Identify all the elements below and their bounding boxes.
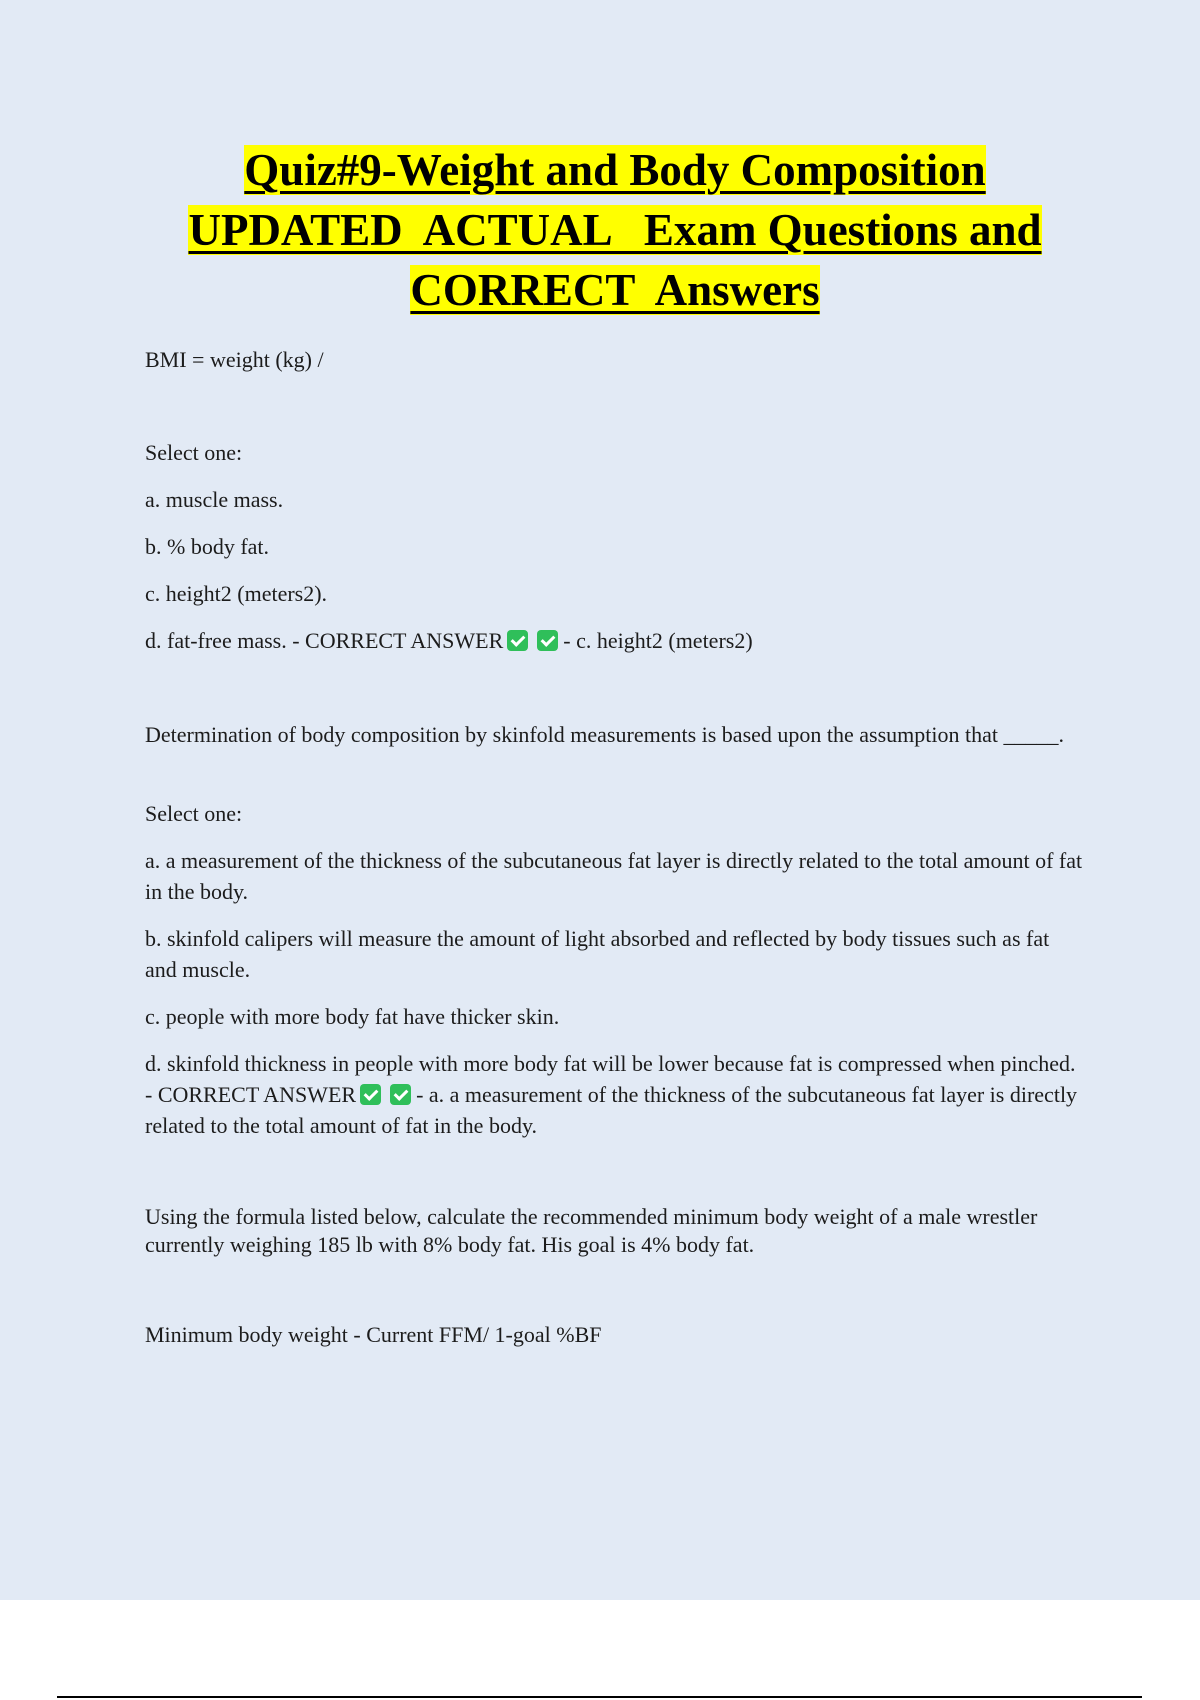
question-1-option-b: b. % body fat. (145, 534, 270, 559)
question-2-option-d (145, 1048, 1085, 1141)
question-2-option-c: c. people with more body fat have thicker skin. (145, 1004, 560, 1029)
question-2-option-b: b. skinfold calipers will measure the amount of light absorbed and reflected by body tissues such as fat and muscle. (145, 926, 1050, 982)
question-2-option-d-text: d. skinfold thickness in people with more body fat will be lower because fat is compressed when pinched. - CORRECT ANSWER (145, 1051, 1076, 1107)
check-mark-icon (507, 630, 528, 651)
footer-divider (57, 1696, 1142, 1698)
check-mark-icon (360, 1084, 381, 1105)
question-1-option-c: c. height2 (meters2). (145, 581, 328, 606)
question-2-option-a: a. a measurement of the thickness of the subcutaneous fat layer is directly related to the total amount of fat in the body. (145, 848, 1083, 904)
question-2-correct-answer: - a. a measurement of the thickness of the subcutaneous fat layer is directly related to the total amount of fat in the body. (145, 1082, 1078, 1138)
document-title (135, 140, 1095, 320)
question-2-select-label: Select one: (145, 801, 243, 826)
title-line-3: CORRECT Answers (410, 265, 820, 315)
question-1-option-a: a. muscle mass. (145, 487, 284, 512)
question-1-option-d (145, 625, 1085, 656)
question-1-select-label: Select one: (145, 440, 243, 465)
title-line-2: UPDATED ACTUAL Exam Questions and (188, 205, 1042, 255)
check-mark-icon (390, 1084, 411, 1105)
question-3-stem: Using the formula listed below, calculate the recommended minimum body weight of a male wrestler currently weighing 185 lb with 8% body fat. His goal is 4% body fat. (145, 1204, 1038, 1257)
question-1-option-d-text: d. fat-free mass. - CORRECT ANSWER (145, 628, 504, 653)
question-1-stem: BMI = weight (kg) / (145, 347, 324, 372)
check-mark-icon (537, 630, 558, 651)
question-2-stem: Determination of body composition by skinfold measurements is based upon the assumption that _____. (145, 722, 1064, 747)
title-line-1: Quiz#9-Weight and Body Composition (244, 145, 986, 195)
question-3-formula: Minimum body weight - Current FFM/ 1-goal %BF (145, 1322, 602, 1347)
question-1-correct-answer: - c. height2 (meters2) (563, 628, 753, 653)
document-content (145, 140, 1085, 1350)
